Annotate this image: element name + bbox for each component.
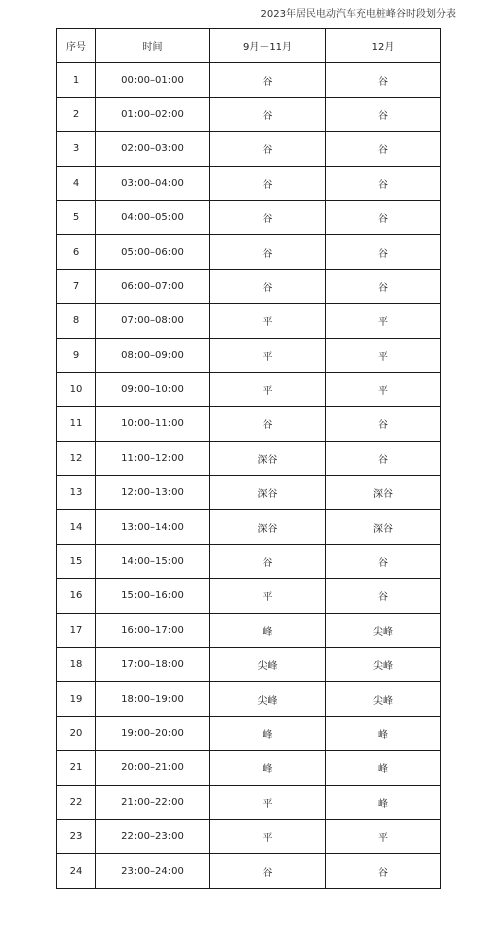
cell-no: 20 bbox=[57, 716, 96, 750]
table-row bbox=[57, 304, 441, 338]
cell-no: 2 bbox=[57, 97, 96, 131]
cell-no: 11 bbox=[57, 407, 96, 441]
cell-dec: 谷 bbox=[326, 579, 441, 613]
cell-dec: 平 bbox=[326, 338, 441, 372]
cell-dec: 谷 bbox=[326, 407, 441, 441]
cell-sep-nov: 平 bbox=[210, 579, 326, 613]
table-row bbox=[57, 785, 441, 819]
table-header-row bbox=[57, 29, 441, 63]
cell-no: 7 bbox=[57, 269, 96, 303]
header-no: 序号 bbox=[57, 29, 96, 63]
cell-sep-nov: 谷 bbox=[210, 235, 326, 269]
cell-sep-nov: 峰 bbox=[210, 613, 326, 647]
cell-time: 13:00–14:00 bbox=[96, 510, 210, 544]
cell-dec: 深谷 bbox=[326, 510, 441, 544]
cell-no: 12 bbox=[57, 441, 96, 475]
cell-time: 00:00–01:00 bbox=[96, 63, 210, 97]
cell-no: 8 bbox=[57, 304, 96, 338]
cell-sep-nov: 深谷 bbox=[210, 441, 326, 475]
cell-sep-nov: 谷 bbox=[210, 854, 326, 888]
cell-time: 08:00–09:00 bbox=[96, 338, 210, 372]
cell-dec: 峰 bbox=[326, 751, 441, 785]
cell-dec: 深谷 bbox=[326, 476, 441, 510]
table-row bbox=[57, 166, 441, 200]
cell-sep-nov: 平 bbox=[210, 372, 326, 406]
table-row bbox=[57, 372, 441, 406]
cell-dec: 谷 bbox=[326, 441, 441, 475]
table-row bbox=[57, 63, 441, 97]
table-row bbox=[57, 235, 441, 269]
cell-time: 05:00–06:00 bbox=[96, 235, 210, 269]
cell-time: 01:00–02:00 bbox=[96, 97, 210, 131]
table-row bbox=[57, 338, 441, 372]
cell-dec: 谷 bbox=[326, 166, 441, 200]
cell-time: 20:00–21:00 bbox=[96, 751, 210, 785]
cell-sep-nov: 谷 bbox=[210, 200, 326, 234]
cell-sep-nov: 平 bbox=[210, 304, 326, 338]
cell-dec: 尖峰 bbox=[326, 613, 441, 647]
header-dec: 12月 bbox=[326, 29, 441, 63]
cell-sep-nov: 平 bbox=[210, 338, 326, 372]
table-row bbox=[57, 751, 441, 785]
table-row bbox=[57, 269, 441, 303]
cell-sep-nov: 尖峰 bbox=[210, 648, 326, 682]
cell-no: 10 bbox=[57, 372, 96, 406]
cell-time: 03:00–04:00 bbox=[96, 166, 210, 200]
cell-dec: 尖峰 bbox=[326, 682, 441, 716]
table-row bbox=[57, 579, 441, 613]
cell-sep-nov: 谷 bbox=[210, 544, 326, 578]
cell-time: 04:00–05:00 bbox=[96, 200, 210, 234]
cell-no: 19 bbox=[57, 682, 96, 716]
table-row bbox=[57, 407, 441, 441]
cell-dec: 平 bbox=[326, 819, 441, 853]
cell-time: 17:00–18:00 bbox=[96, 648, 210, 682]
cell-no: 3 bbox=[57, 132, 96, 166]
cell-dec: 谷 bbox=[326, 97, 441, 131]
cell-no: 15 bbox=[57, 544, 96, 578]
cell-sep-nov: 谷 bbox=[210, 166, 326, 200]
cell-no: 1 bbox=[57, 63, 96, 97]
cell-time: 16:00–17:00 bbox=[96, 613, 210, 647]
cell-sep-nov: 谷 bbox=[210, 269, 326, 303]
cell-time: 12:00–13:00 bbox=[96, 476, 210, 510]
cell-time: 07:00–08:00 bbox=[96, 304, 210, 338]
table-row bbox=[57, 682, 441, 716]
cell-no: 18 bbox=[57, 648, 96, 682]
cell-time: 22:00–23:00 bbox=[96, 819, 210, 853]
cell-time: 19:00–20:00 bbox=[96, 716, 210, 750]
table-row bbox=[57, 854, 441, 888]
cell-sep-nov: 谷 bbox=[210, 97, 326, 131]
cell-time: 23:00–24:00 bbox=[96, 854, 210, 888]
table-row bbox=[57, 613, 441, 647]
cell-no: 21 bbox=[57, 751, 96, 785]
cell-no: 9 bbox=[57, 338, 96, 372]
cell-time: 09:00–10:00 bbox=[96, 372, 210, 406]
cell-dec: 谷 bbox=[326, 132, 441, 166]
cell-sep-nov: 峰 bbox=[210, 751, 326, 785]
table-row bbox=[57, 200, 441, 234]
cell-dec: 谷 bbox=[326, 269, 441, 303]
cell-sep-nov: 谷 bbox=[210, 407, 326, 441]
cell-sep-nov: 平 bbox=[210, 819, 326, 853]
cell-time: 15:00–16:00 bbox=[96, 579, 210, 613]
table-row bbox=[57, 132, 441, 166]
cell-sep-nov: 深谷 bbox=[210, 510, 326, 544]
cell-no: 22 bbox=[57, 785, 96, 819]
cell-dec: 谷 bbox=[326, 63, 441, 97]
cell-time: 18:00–19:00 bbox=[96, 682, 210, 716]
table-row bbox=[57, 544, 441, 578]
cell-dec: 谷 bbox=[326, 854, 441, 888]
table-body bbox=[57, 63, 441, 888]
page-title: 2023年居民电动汽车充电桩峰谷时段划分表 bbox=[260, 9, 456, 20]
cell-sep-nov: 深谷 bbox=[210, 476, 326, 510]
cell-sep-nov: 峰 bbox=[210, 716, 326, 750]
table-row bbox=[57, 97, 441, 131]
cell-dec: 峰 bbox=[326, 716, 441, 750]
header-sep-nov: 9月－11月 bbox=[210, 29, 326, 63]
cell-time: 06:00–07:00 bbox=[96, 269, 210, 303]
cell-no: 5 bbox=[57, 200, 96, 234]
header-time: 时间 bbox=[96, 29, 210, 63]
table-row bbox=[57, 510, 441, 544]
cell-sep-nov: 谷 bbox=[210, 132, 326, 166]
cell-no: 6 bbox=[57, 235, 96, 269]
cell-dec: 谷 bbox=[326, 235, 441, 269]
cell-dec: 平 bbox=[326, 304, 441, 338]
cell-no: 13 bbox=[57, 476, 96, 510]
cell-no: 23 bbox=[57, 819, 96, 853]
table-row bbox=[57, 476, 441, 510]
cell-dec: 尖峰 bbox=[326, 648, 441, 682]
cell-dec: 峰 bbox=[326, 785, 441, 819]
cell-time: 14:00–15:00 bbox=[96, 544, 210, 578]
cell-no: 4 bbox=[57, 166, 96, 200]
cell-dec: 平 bbox=[326, 372, 441, 406]
cell-time: 02:00–03:00 bbox=[96, 132, 210, 166]
cell-time: 21:00–22:00 bbox=[96, 785, 210, 819]
cell-sep-nov: 平 bbox=[210, 785, 326, 819]
cell-no: 17 bbox=[57, 613, 96, 647]
table-row bbox=[57, 441, 441, 475]
cell-time: 11:00–12:00 bbox=[96, 441, 210, 475]
cell-no: 24 bbox=[57, 854, 96, 888]
cell-no: 14 bbox=[57, 510, 96, 544]
peak-valley-schedule-table bbox=[56, 28, 441, 889]
cell-sep-nov: 尖峰 bbox=[210, 682, 326, 716]
table-row bbox=[57, 716, 441, 750]
cell-dec: 谷 bbox=[326, 200, 441, 234]
cell-dec: 谷 bbox=[326, 544, 441, 578]
cell-time: 10:00–11:00 bbox=[96, 407, 210, 441]
cell-no: 16 bbox=[57, 579, 96, 613]
table-row bbox=[57, 648, 441, 682]
table-row bbox=[57, 819, 441, 853]
cell-sep-nov: 谷 bbox=[210, 63, 326, 97]
